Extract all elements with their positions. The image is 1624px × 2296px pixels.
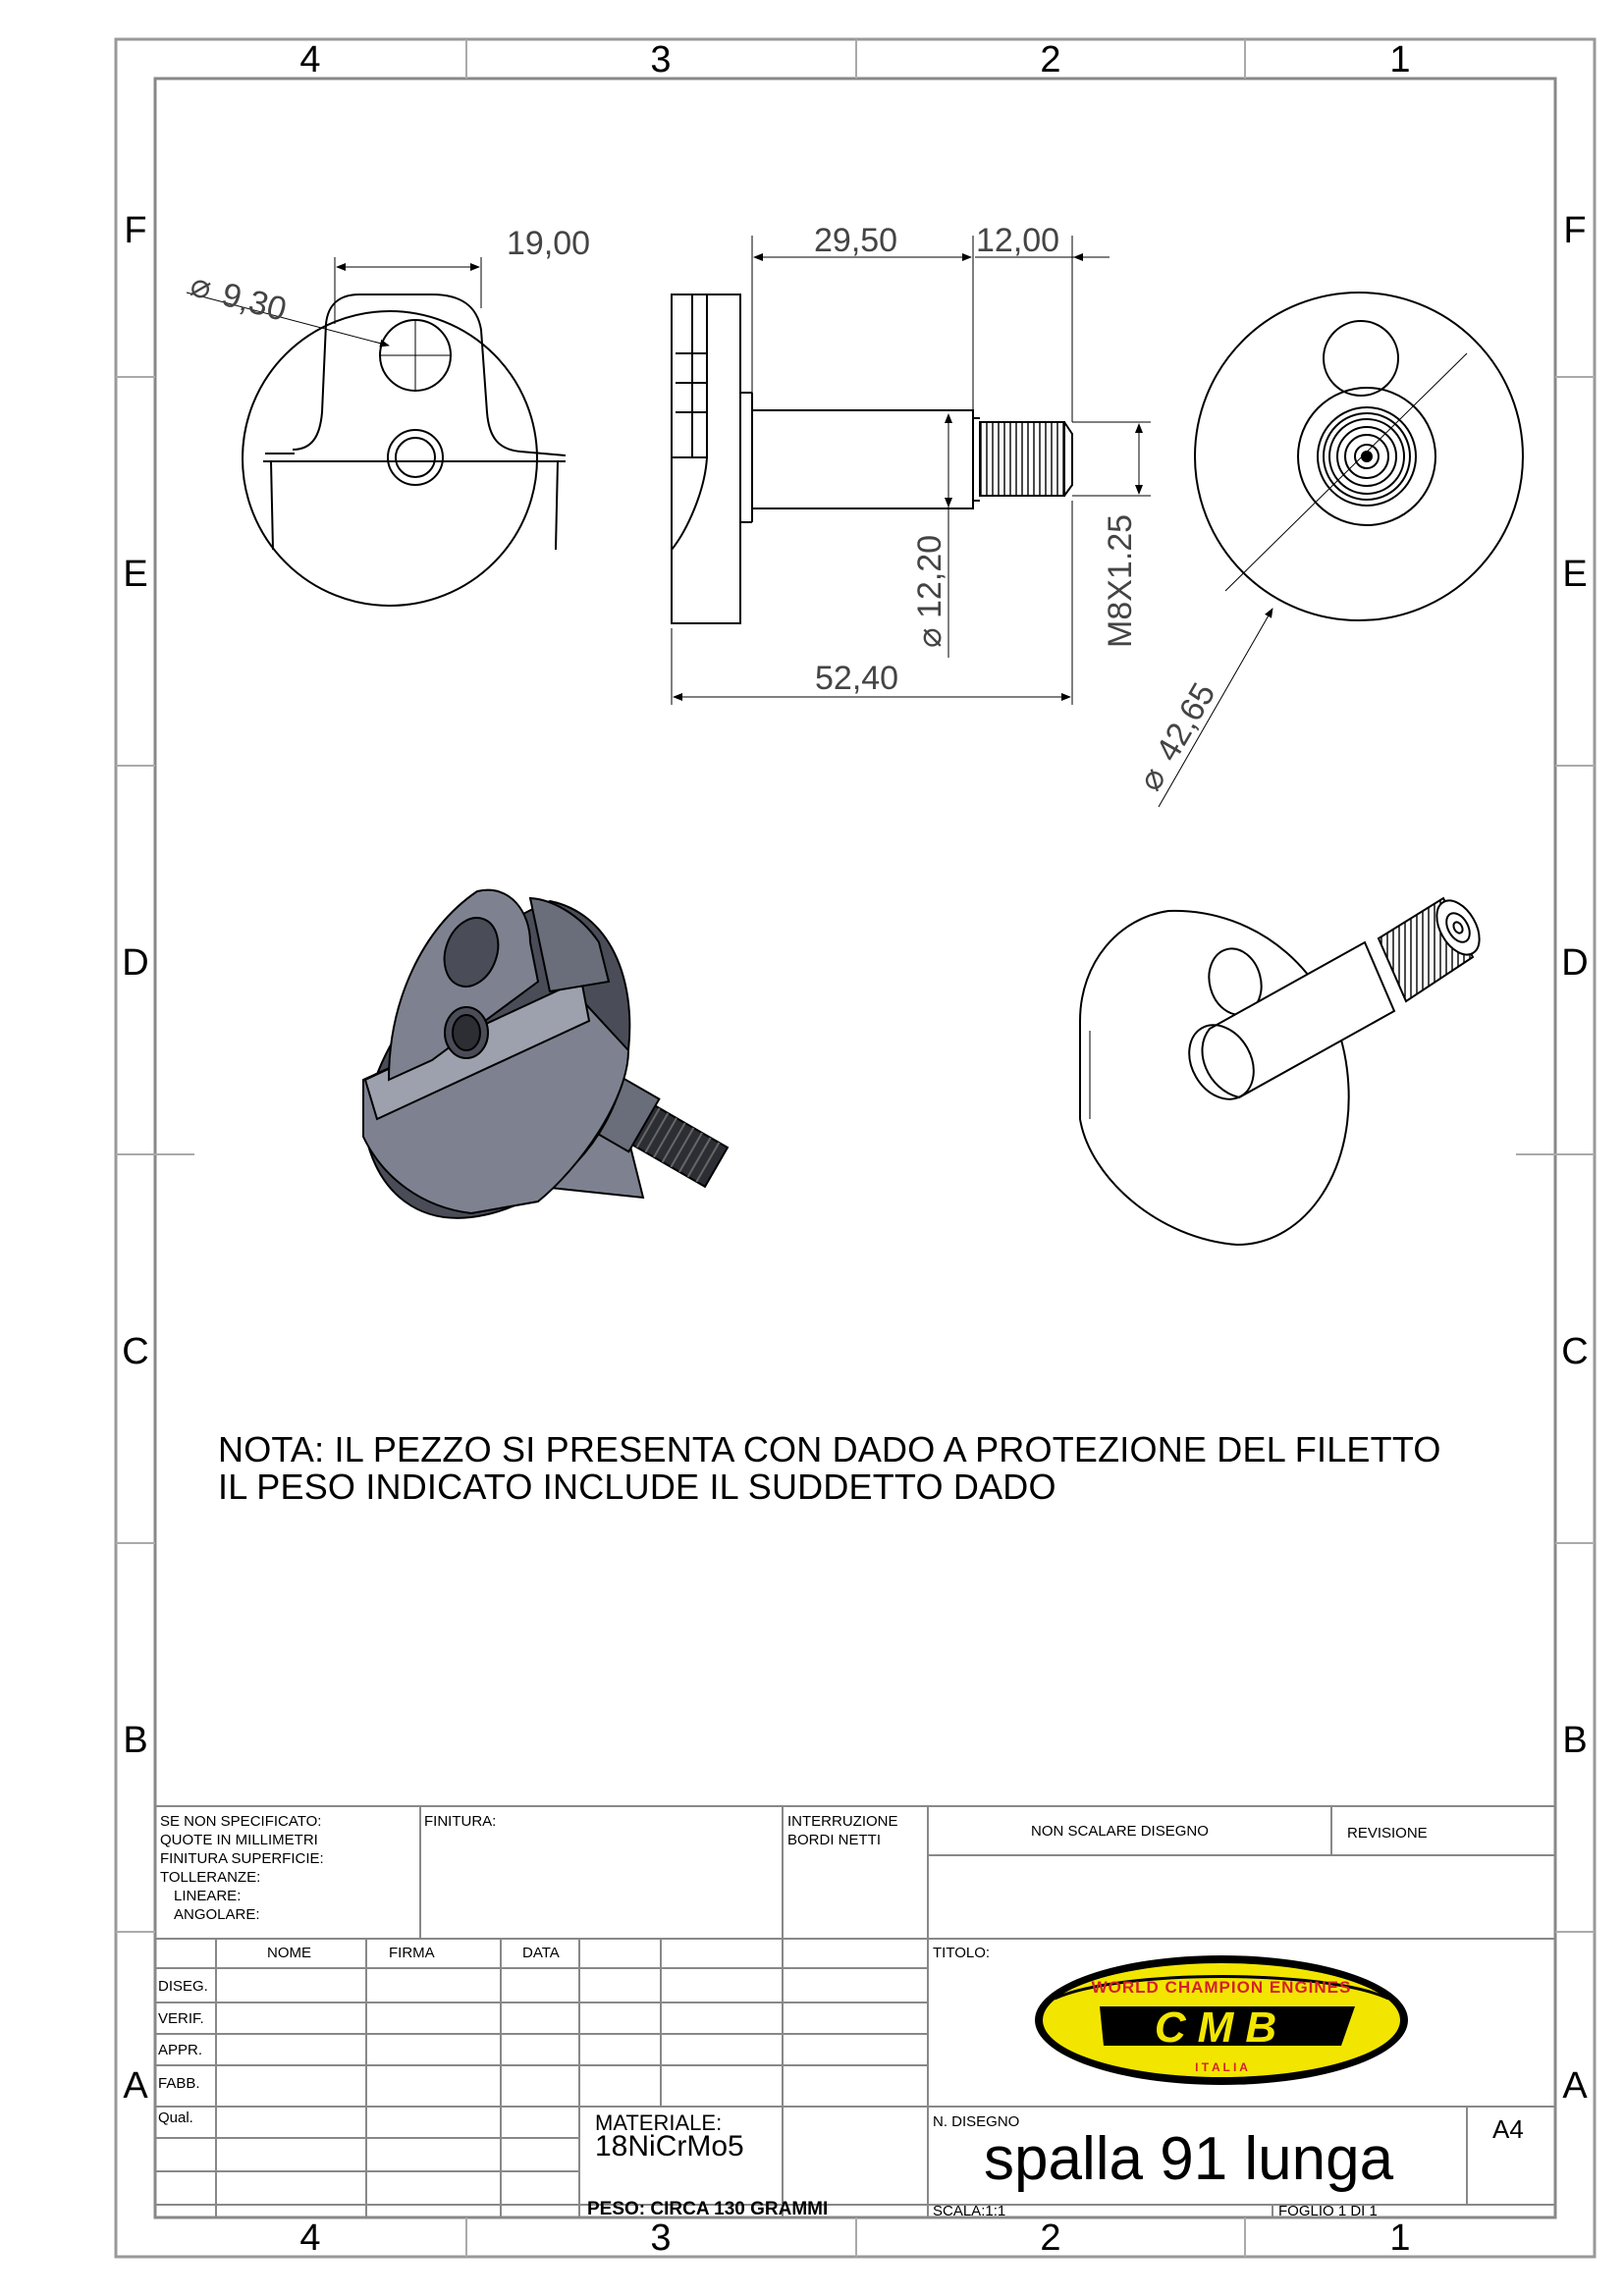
iso-line-view [1080,893,1489,1245]
row-diseg: DISEG. [158,1978,208,1995]
spec-line: FINITURA SUPERFICIE: [160,1850,324,1867]
spec-line: TOLLERANZE: [160,1869,261,1886]
logo-top-text: WORLD CHAMPION ENGINES [1091,1978,1352,1997]
zone-row-b-left: B [123,1720,148,1761]
zone-row-d-left: D [122,942,149,984]
sheet-frame [116,39,1595,2257]
scala-label: SCALA:1:1 [933,2203,1006,2219]
note-text [218,1431,1441,1506]
logo-bottom-text: I T A L I A [1195,2060,1248,2074]
zone-col-1-bottom: 1 [1389,2217,1411,2259]
materiale-label: MATERIALE: [595,2110,723,2135]
zone-row-c-right: C [1561,1331,1589,1372]
row-fabb: FABB. [158,2075,200,2092]
dim-total-length: 52,40 [815,660,899,697]
zone-col-4-top: 4 [299,39,321,80]
edges-label [787,1812,898,1849]
logo-main-text: CMB [1154,2003,1289,2052]
zone-col-2-bottom: 2 [1040,2217,1061,2259]
spec-block [160,1812,324,1924]
zone-row-c-left: C [122,1331,149,1372]
zone-row-e-right: E [1562,554,1588,595]
end-view [1159,293,1523,807]
dim-thread-spec: M8X1.25 [1102,513,1139,648]
cmb-logo [1035,1955,1408,2085]
col-nome: NOME [267,1945,311,1961]
iso-shaded-view [363,890,731,1218]
materiale-value: 18NiCrMo5 [595,2130,744,2163]
spec-line: SE NON SPECIFICATO: [160,1813,322,1830]
zone-col-2-top: 2 [1040,39,1061,80]
edges-line: INTERRUZIONE [787,1813,898,1830]
dim-diameter-symbol-shaft: ⌀ [911,627,948,648]
zone-row-f-right: F [1563,210,1587,251]
drawing-name: spalla 91 lunga [984,2125,1394,2193]
zone-row-f-left: F [124,210,147,251]
edges-line: BORDI NETTI [787,1832,882,1848]
row-appr: APPR. [158,2042,203,2058]
finitura-label: FINITURA: [424,1813,497,1830]
dim-top-width: 19,00 [507,225,591,262]
zone-col-3-bottom: 3 [650,2217,672,2259]
zone-col-4-bottom: 4 [299,2217,321,2259]
note-line-1: NOTA: IL PEZZO SI PRESENTA CON DADO A PROTEZIONE DEL FILETTO [218,1429,1441,1469]
row-qual: Qual. [158,2109,193,2126]
revisione-label: REVISIONE [1347,1825,1428,1842]
dim-disc-diameter: 42,65 [1149,676,1223,768]
foglio-label: FOGLIO 1 DI 1 [1278,2203,1378,2219]
dim-diameter-symbol-disc: ⌀ [1131,761,1174,797]
dim-hole-diameter: 9,30 [217,276,291,329]
non-scalare-label: NON SCALARE DISEGNO [1031,1823,1209,1840]
zone-row-a-left: A [123,2065,148,2107]
row-verif: VERIF. [158,2010,204,2027]
size-label: A4 [1492,2114,1524,2144]
spec-line: ANGOLARE: [174,1906,260,1923]
col-firma: FIRMA [389,1945,435,1961]
zone-row-e-left: E [123,554,148,595]
zone-labels [122,39,1588,2259]
zone-col-1-top: 1 [1389,39,1411,80]
spec-line: LINEARE: [174,1888,242,1904]
peso-label: PESO: CIRCA 130 GRAMMI [587,2199,829,2219]
dim-shaft-length: 29,50 [814,222,898,259]
col-data: DATA [522,1945,560,1961]
dim-shaft-diameter: 12,20 [911,534,948,618]
titolo-label: TITOLO: [933,1945,991,1961]
zone-row-d-right: D [1561,942,1589,984]
dim-diameter-symbol-hole: ⌀ [186,266,216,308]
n-disegno-label: N. DISEGNO [933,2113,1020,2130]
dim-thread-length: 12,00 [976,222,1060,259]
zone-row-b-right: B [1562,1720,1588,1761]
note-line-2: IL PESO INDICATO INCLUDE IL SUDDETTO DADO [218,1467,1056,1507]
zone-col-3-top: 3 [650,39,672,80]
zone-row-a-right: A [1562,2065,1588,2107]
spec-line: QUOTE IN MILLIMETRI [160,1832,318,1848]
